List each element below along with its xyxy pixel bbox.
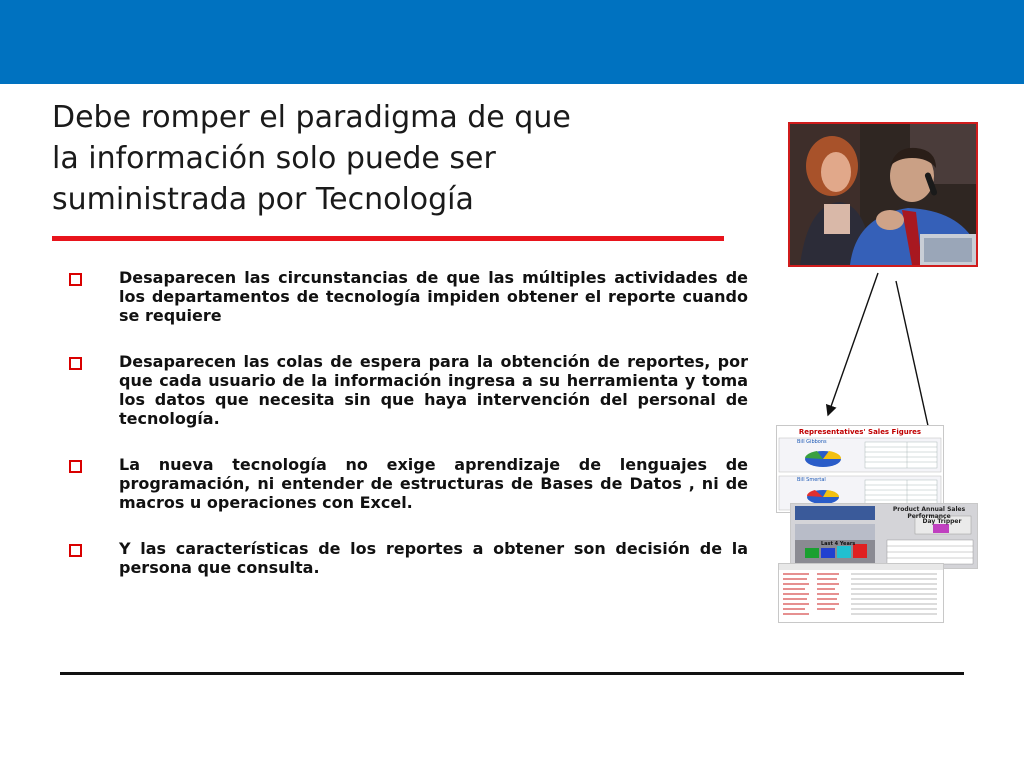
business-people-on-phone-icon bbox=[790, 124, 976, 265]
rep-name-1: Bill Gibbons bbox=[797, 439, 827, 445]
square-bullet-icon bbox=[69, 357, 82, 370]
bullet-text: Desaparecen las circunstancias de que las múltiples actividades de los departamentos de tecnología impiden obtener el reporte cuando se requiere bbox=[119, 268, 748, 325]
data-table-graphic bbox=[779, 564, 943, 622]
title-underline bbox=[52, 236, 724, 241]
product-sales-report-thumbnail bbox=[790, 503, 978, 569]
bullet-item bbox=[68, 539, 748, 577]
bullet-text: La nueva tecnología no exige aprendizaje de lenguajes de programación, ni entender de estructuras de Bases de Datos , ni de macros u operaciones con Excel. bbox=[119, 455, 748, 512]
square-bullet-icon bbox=[69, 273, 82, 286]
title-line-1: Debe romper el paradigma de que bbox=[52, 100, 571, 135]
product-report-subheading: Day Tripper bbox=[922, 518, 962, 525]
square-bullet-icon bbox=[69, 460, 82, 473]
square-bullet-icon bbox=[69, 544, 82, 557]
data-table-report-thumbnail bbox=[778, 563, 944, 623]
header-bar bbox=[0, 0, 1024, 84]
bullet-text: Y las características de los reportes a obtener son decisión de la persona que consulta. bbox=[119, 539, 748, 577]
bullet-item bbox=[68, 268, 748, 325]
rep-name-2: Bill Smertal bbox=[797, 477, 826, 483]
bullet-list bbox=[68, 268, 748, 604]
arrow-to-sales-report bbox=[828, 273, 878, 415]
business-people-photo bbox=[788, 122, 978, 267]
bullet-text: Desaparecen las colas de espera para la obtención de reportes, por que cada usuario de la información ingresa a su herramienta y toma los datos que necesita sin que haya intervención del personal de tecnología. bbox=[119, 352, 748, 428]
bottom-divider bbox=[60, 672, 964, 675]
title-line-2: la información solo puede ser bbox=[52, 141, 496, 176]
bullet-item bbox=[68, 455, 748, 512]
sales-figures-report-thumbnail bbox=[776, 425, 944, 513]
bullet-item bbox=[68, 352, 748, 428]
report-title: Representatives' Sales Figures bbox=[798, 428, 922, 436]
slide-title bbox=[52, 97, 732, 220]
chart-caption: Last 4 Years bbox=[821, 541, 856, 547]
title-line-3: suministrada por Tecnología bbox=[52, 182, 474, 217]
product-report-heading: Product Annual Sales Performance bbox=[892, 506, 966, 520]
